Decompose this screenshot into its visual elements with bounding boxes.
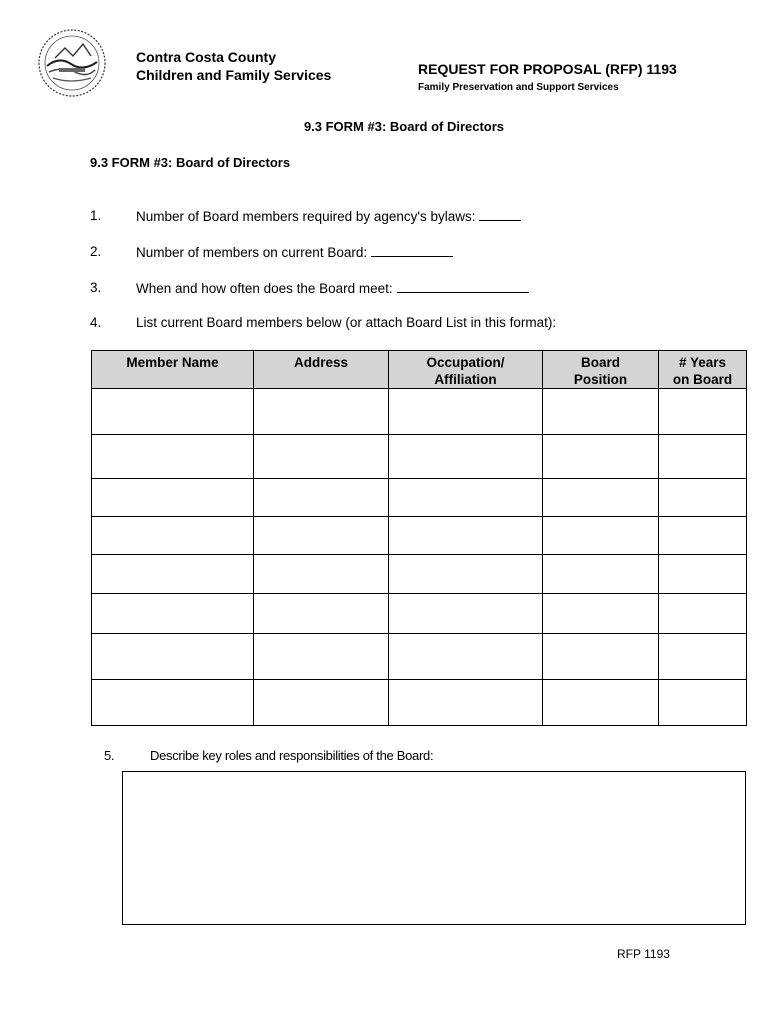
table-row (92, 479, 747, 517)
answer-blank-meeting-frequency[interactable] (397, 280, 529, 293)
column-header-years-on-board: # Years on Board (659, 351, 747, 389)
county-seal-icon (37, 28, 107, 98)
table-cell[interactable] (92, 479, 254, 517)
column-header-member-name: Member Name (92, 351, 254, 389)
rfp-title: REQUEST FOR PROPOSAL (RFP) 1193 (418, 61, 677, 77)
table-cell[interactable] (389, 517, 543, 555)
table-row (92, 435, 747, 479)
table-header-row (92, 351, 747, 389)
table-cell[interactable] (254, 680, 389, 726)
table-cell[interactable] (254, 435, 389, 479)
table-cell[interactable] (543, 389, 659, 435)
organization-name (136, 48, 331, 84)
question-number: 4. (90, 315, 102, 330)
column-header-occupation: Occupation/ Affiliation (389, 351, 543, 389)
table-cell[interactable] (389, 594, 543, 634)
question-number: 1. (90, 208, 102, 223)
table-cell[interactable] (659, 517, 747, 555)
table-cell[interactable] (543, 555, 659, 594)
question-number: 2. (90, 244, 102, 259)
board-members-table (91, 350, 747, 726)
org-line-2: Children and Family Services (136, 67, 332, 83)
table-cell[interactable] (659, 555, 747, 594)
table-cell[interactable] (659, 634, 747, 680)
table-cell[interactable] (254, 389, 389, 435)
question-5 (104, 748, 434, 763)
table-cell[interactable] (389, 435, 543, 479)
table-cell[interactable] (92, 680, 254, 726)
column-header-board-position: Board Position (543, 351, 659, 389)
question-text: Describe key roles and responsibilities of the Board: (150, 748, 434, 763)
org-line-1: Contra Costa County (136, 49, 276, 65)
table-row (92, 680, 747, 726)
question-text: Number of Board members required by agency's bylaws: (136, 209, 476, 224)
table-cell[interactable] (659, 594, 747, 634)
form-center-title: 9.3 FORM #3: Board of Directors (303, 119, 505, 134)
table-cell[interactable] (543, 680, 659, 726)
table-row (92, 634, 747, 680)
table-cell[interactable] (254, 634, 389, 680)
table-row (92, 517, 747, 555)
answer-blank-board-required[interactable] (479, 208, 521, 221)
table-cell[interactable] (92, 594, 254, 634)
answer-blank-current-board[interactable] (371, 244, 453, 257)
table-cell[interactable] (254, 517, 389, 555)
table-cell[interactable] (659, 435, 747, 479)
section-heading: 9.3 FORM #3: Board of Directors (90, 155, 291, 170)
footer-label: RFP 1193 (617, 947, 670, 961)
column-header-address: Address (254, 351, 389, 389)
table-cell[interactable] (543, 517, 659, 555)
table-row (92, 594, 747, 634)
table-cell[interactable] (92, 634, 254, 680)
table-cell[interactable] (254, 555, 389, 594)
table-row (92, 389, 747, 435)
question-text: When and how often does the Board meet: (136, 281, 393, 296)
table-cell[interactable] (92, 389, 254, 435)
question-text: List current Board members below (or attach Board List in this format): (136, 315, 557, 330)
table-cell[interactable] (92, 517, 254, 555)
table-row (92, 555, 747, 594)
table-cell[interactable] (254, 594, 389, 634)
table-cell[interactable] (659, 479, 747, 517)
table-cell[interactable] (254, 479, 389, 517)
table-cell[interactable] (389, 479, 543, 517)
table-cell[interactable] (389, 555, 543, 594)
table-cell[interactable] (659, 389, 747, 435)
question-text: Number of members on current Board: (136, 245, 368, 260)
table-cell[interactable] (92, 555, 254, 594)
question-number: 3. (90, 280, 102, 295)
table-cell[interactable] (389, 389, 543, 435)
table-cell[interactable] (389, 680, 543, 726)
table-cell[interactable] (543, 479, 659, 517)
table-cell[interactable] (543, 634, 659, 680)
table-cell[interactable] (92, 435, 254, 479)
table-cell[interactable] (543, 435, 659, 479)
table-cell[interactable] (659, 680, 747, 726)
table-cell[interactable] (389, 634, 543, 680)
table-cell[interactable] (543, 594, 659, 634)
question-number: 5. (104, 748, 115, 763)
board-responsibilities-textbox[interactable] (122, 771, 746, 925)
rfp-subtitle: Family Preservation and Support Services (418, 82, 619, 93)
